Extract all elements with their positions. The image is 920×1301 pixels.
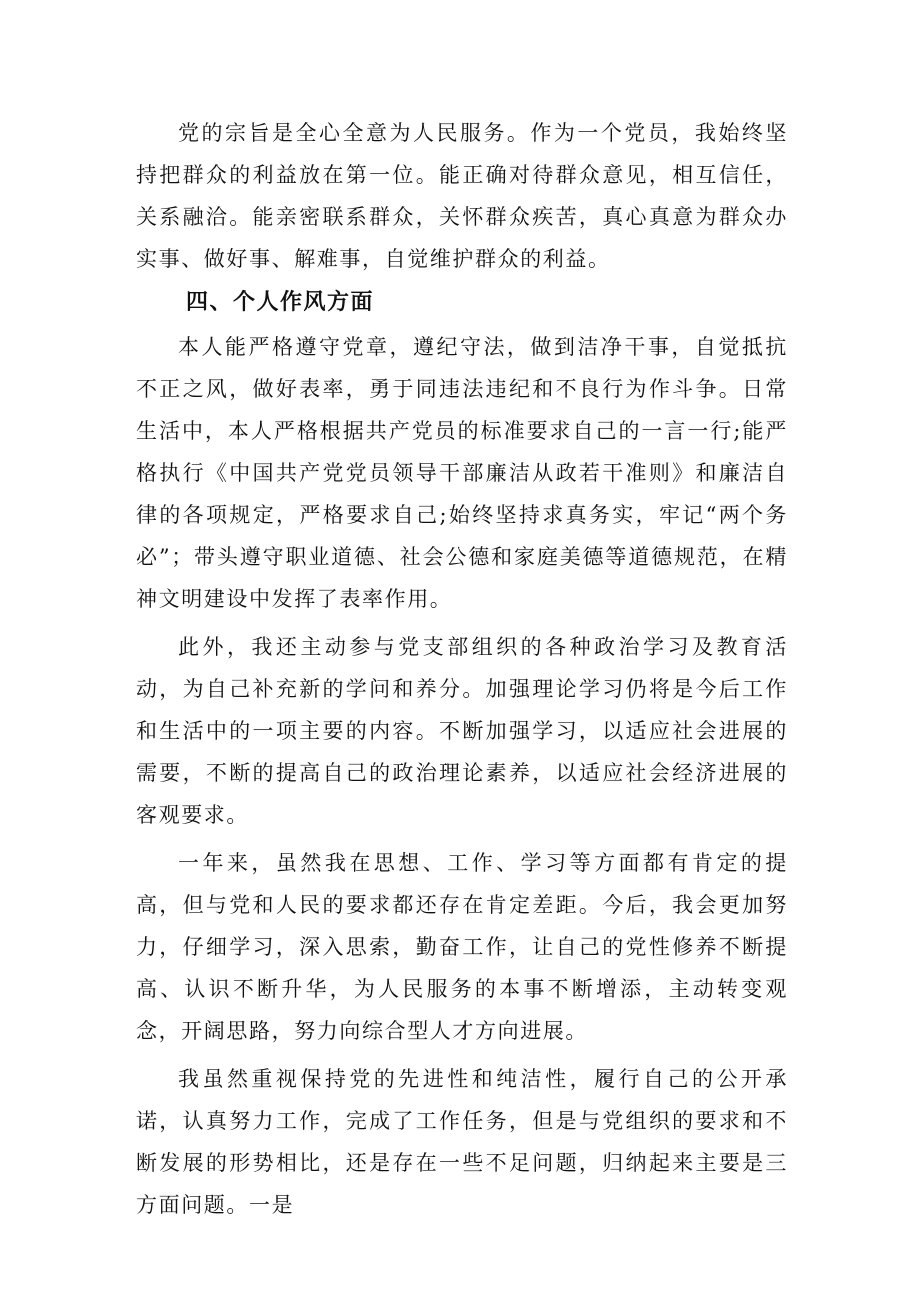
- paragraph-shortcomings: 我虽然重视保持党的先进性和纯洁性，履行自己的公开承诺，认真努力工作，完成了工作任务，但是与党组织的要求和不断发展的形势相比，还是存在一些不足问题，归纳起来主要是三方面问题。一是: [136, 1067, 788, 1217]
- paragraph-personal-conduct: 本人能严格遵守党章，遵纪守法，做到洁净干事，自觉抵抗不正之风，做好表率，勇于同违法违纪和不良行为作斗争。日常生活中，本人严格根据共产党员的标准要求自己的一言一行;能严格执行《中国共产党党员领导干部廉洁从政若干准则》和廉洁自律的各项规定，严格要求自己;始终坚持求真务实，牢记“两个务必”；带头遵守职业道德、社会公德和家庭美德等道德规范，在精神文明建设中发挥了表率作用。: [136, 335, 788, 611]
- paragraph-party-purpose: 党的宗旨是全心全意为人民服务。作为一个党员，我始终坚持把群众的利益放在第一位。能正确对待群众意见，相互信任，关系融洽。能亲密联系群众，关怀群众疾苦，真心真意为群众办实事、做好事、解难事，自觉维护群众的利益。: [136, 121, 788, 271]
- paragraph-study-activities: 此外，我还主动参与党支部组织的各种政治学习及教育活动，为自己补充新的学问和养分。加强理论学习仍将是今后工作和生活中的一项主要的内容。不断加强学习，以适应社会进展的需要，不断的提高自己的政治理论素养，以适应社会经济进展的客观要求。: [136, 635, 788, 827]
- document-page: [136, 112, 788, 1226]
- section-heading-personal-style: 四、个人作风方面: [186, 290, 375, 315]
- paragraph-year-review: 一年来，虽然我在思想、工作、学习等方面都有肯定的提高，但与党和人民的要求都还存在肯定差距。今后，我会更加努力，仔细学习，深入思索，勤奋工作，让自己的党性修养不断提高、认识不断升华，为人民服务的本事不断增添，主动转变观念，开阔思路，努力向综合型人才方向进展。: [136, 851, 788, 1043]
